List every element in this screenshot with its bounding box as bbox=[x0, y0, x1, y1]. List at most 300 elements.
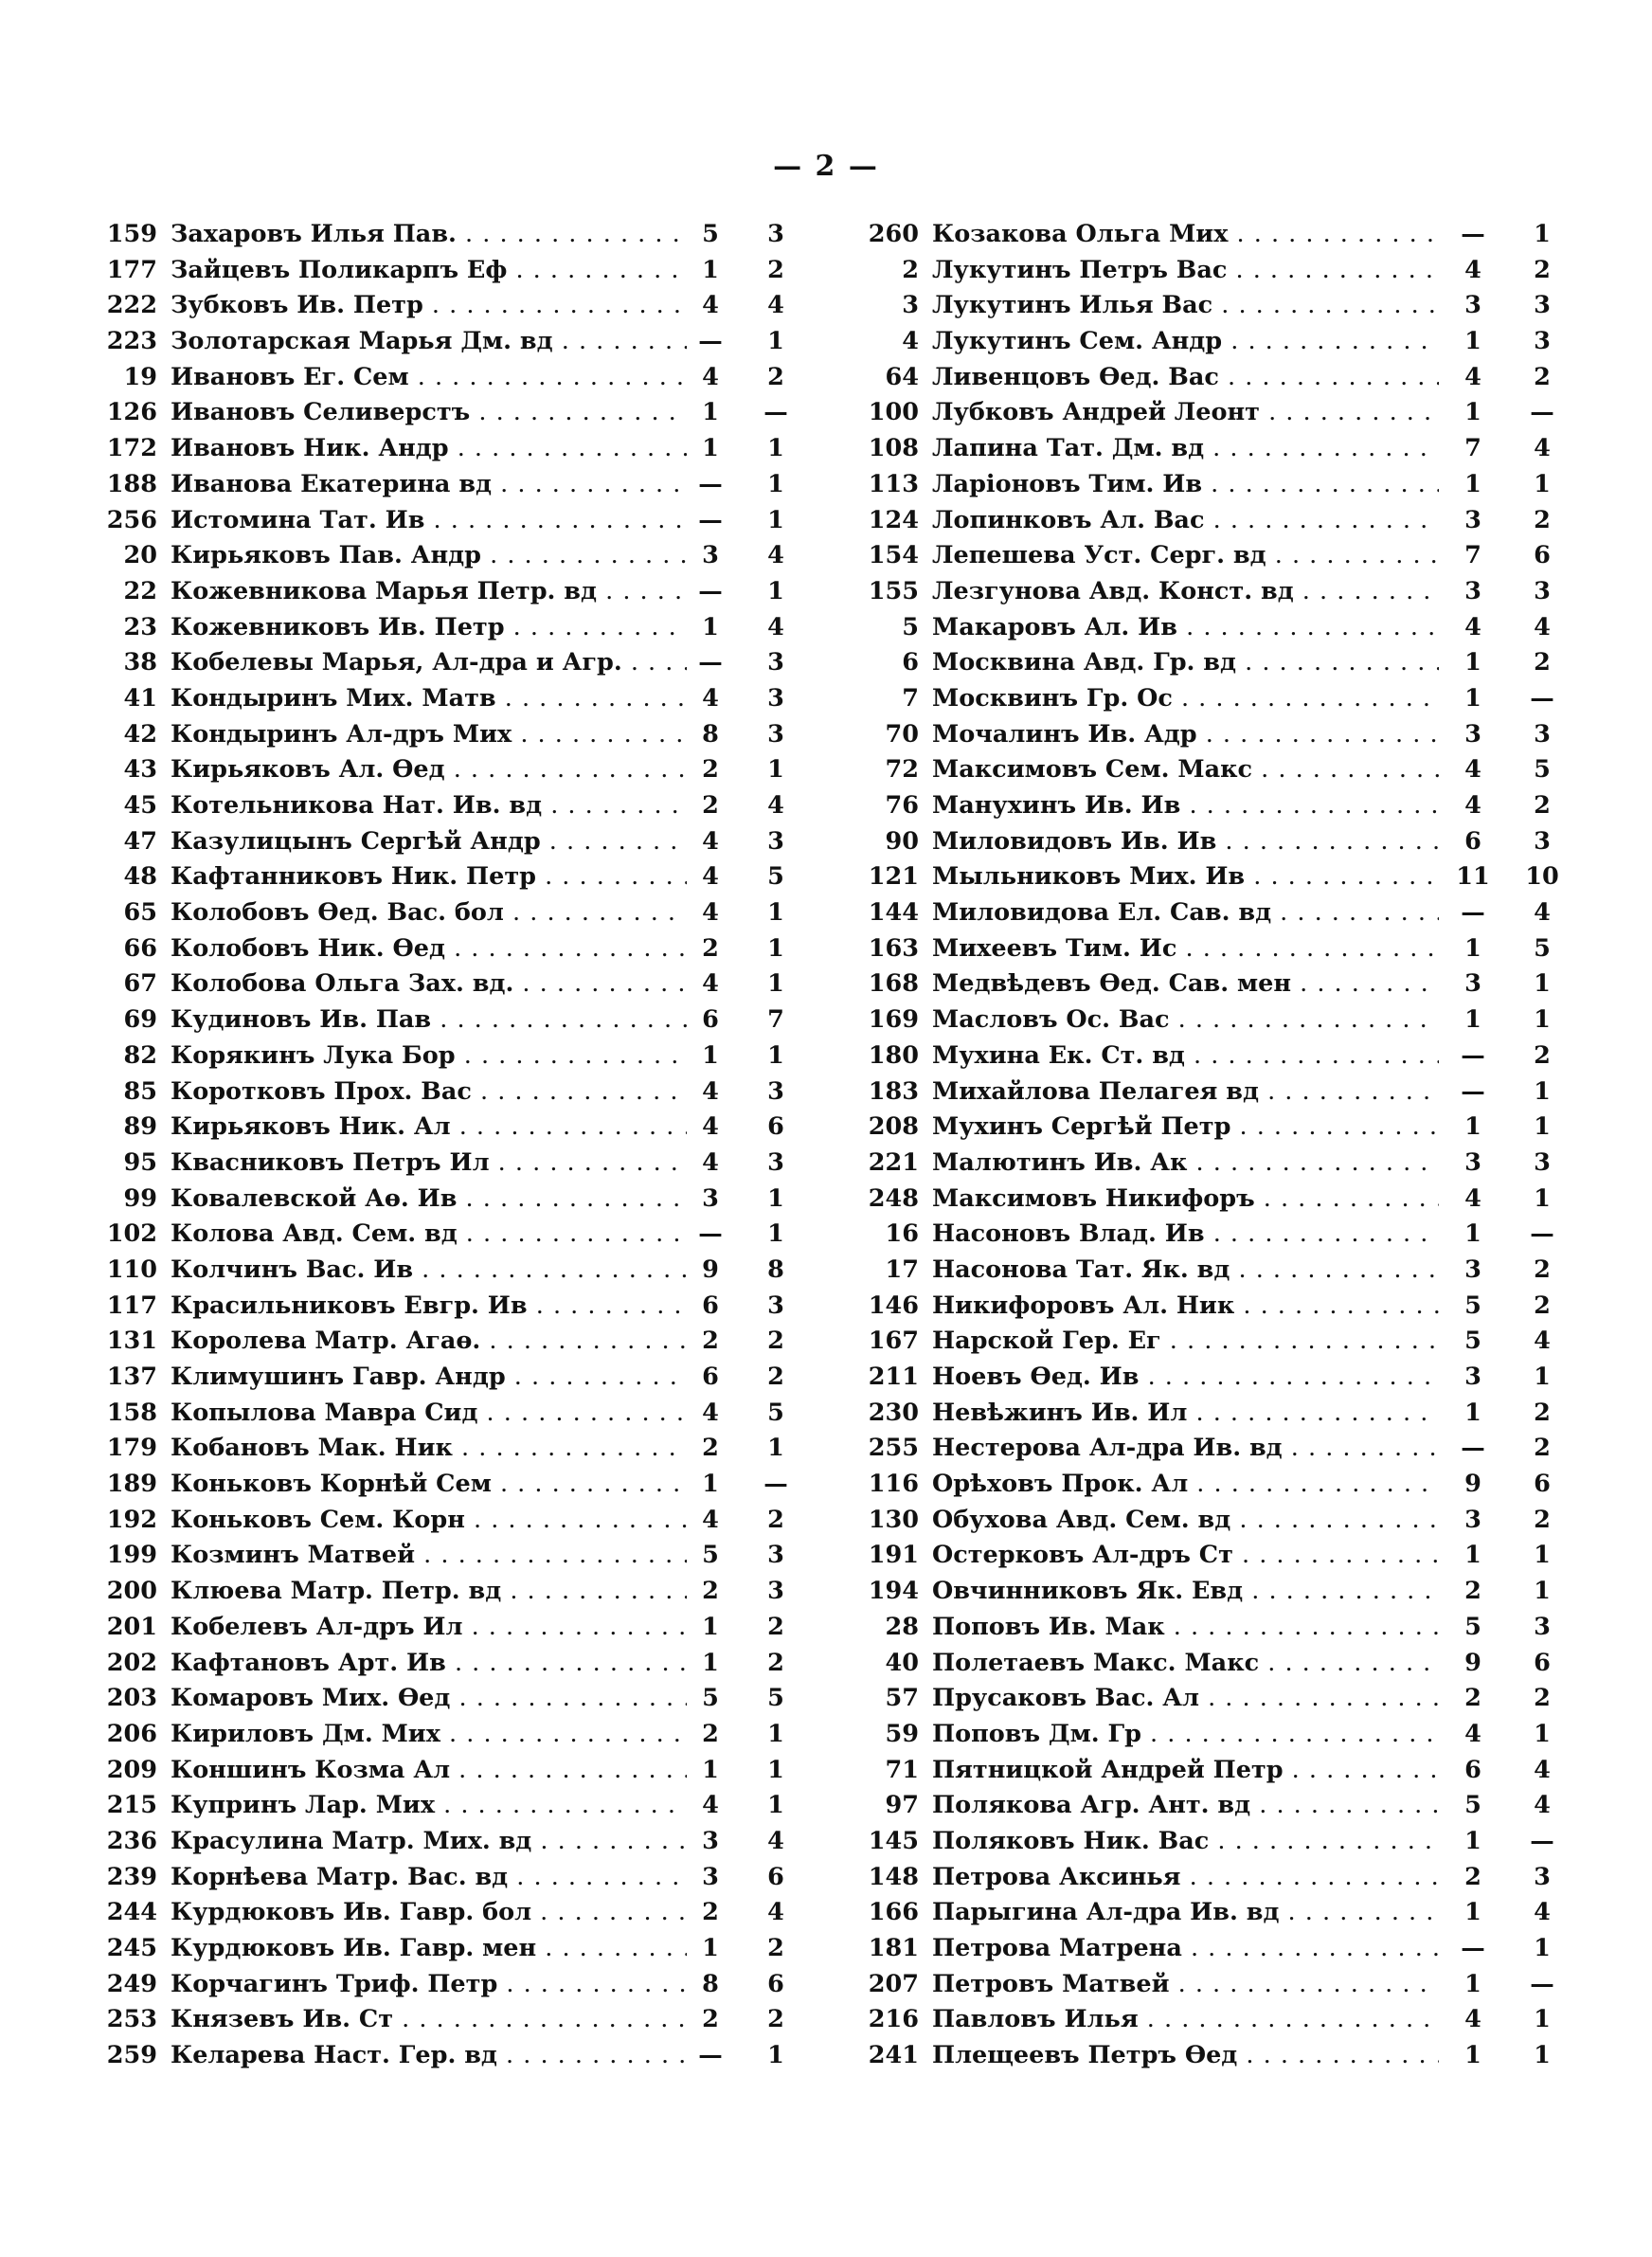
entry-name: Мочалинъ Ив. Адр . . . bbox=[932, 720, 1439, 749]
entry-value-1: 4 bbox=[1464, 791, 1481, 820]
entry-value-1: 2 bbox=[702, 933, 719, 963]
entry-value-2: 5 bbox=[1534, 933, 1551, 963]
entry-number: 167 bbox=[868, 1327, 919, 1356]
entry-name: Колобовъ Ник. Өед . . . bbox=[171, 934, 687, 963]
entry-value-1: 1 bbox=[1464, 1112, 1481, 1142]
entry-number: 48 bbox=[123, 862, 157, 892]
entry-value-2: 4 bbox=[1534, 612, 1551, 641]
list-row bbox=[83, 1970, 832, 2006]
entry-value-2: 2 bbox=[767, 2005, 784, 2034]
entry-number: 191 bbox=[868, 1541, 919, 1570]
list-row bbox=[83, 1219, 832, 1255]
entry-name: Корнѣева Матр. Вас. вд . . . bbox=[171, 1863, 687, 1891]
entry-name: Кудиновъ Ив. Пав . . . bbox=[171, 1005, 687, 1034]
entry-value-1: 4 bbox=[1464, 755, 1481, 785]
entry-name: Максимовъ Сем. Макс . . . bbox=[932, 755, 1439, 784]
entry-value-2: 3 bbox=[1534, 1612, 1551, 1641]
list-row bbox=[845, 1470, 1574, 1506]
entry-value-2: 2 bbox=[767, 255, 784, 284]
entry-value-2: 1 bbox=[767, 327, 784, 356]
entry-value-1: 3 bbox=[702, 1862, 719, 1891]
list-row bbox=[845, 1148, 1574, 1184]
list-row bbox=[845, 1577, 1574, 1613]
list-row bbox=[83, 1684, 832, 1720]
list-row bbox=[83, 398, 832, 434]
entry-value-2: 1 bbox=[1534, 469, 1551, 498]
entry-value-2: 2 bbox=[1534, 1291, 1551, 1320]
list-row bbox=[845, 1649, 1574, 1685]
entry-value-2: 1 bbox=[767, 576, 784, 605]
entry-name: Купринъ Лар. Мих . . . bbox=[171, 1791, 687, 1819]
entry-name: Лукутинъ Сем. Андр . . . bbox=[932, 327, 1439, 355]
entry-number: 144 bbox=[868, 898, 919, 928]
entry-number: 5 bbox=[902, 612, 919, 641]
entry-value-2: 3 bbox=[1534, 291, 1551, 320]
entry-name: Миловидова Ел. Сав. вд . . . bbox=[932, 898, 1439, 927]
entry-value-2: 1 bbox=[1534, 969, 1551, 999]
entry-number: 130 bbox=[868, 1505, 919, 1534]
entry-value-2: 5 bbox=[1534, 755, 1551, 785]
entry-value-2: 2 bbox=[767, 1363, 784, 1391]
entry-number: 100 bbox=[868, 398, 919, 427]
entry-name: Михайлова Пелагея вд . . . bbox=[932, 1077, 1439, 1106]
list-row bbox=[83, 1541, 832, 1577]
list-row bbox=[83, 1827, 832, 1863]
entry-name: Орѣховъ Прок. Ал . . . bbox=[932, 1470, 1439, 1498]
entry-value-2: 1 bbox=[767, 1791, 784, 1820]
entry-number: 180 bbox=[868, 1040, 919, 1070]
entry-name: Коротковъ Прох. Вас . . . bbox=[171, 1077, 687, 1106]
entry-value-2: 2 bbox=[767, 362, 784, 391]
entry-value-2: 5 bbox=[767, 1684, 784, 1713]
entry-value-2: 5 bbox=[767, 1398, 784, 1427]
entry-value-2: 4 bbox=[767, 1898, 784, 1927]
entry-name: Малютинъ Ив. Ак . . . bbox=[932, 1148, 1439, 1177]
entry-number: 255 bbox=[868, 1434, 919, 1463]
entry-number: 168 bbox=[868, 969, 919, 999]
list-row bbox=[83, 1112, 832, 1148]
entry-value-2: 4 bbox=[767, 612, 784, 641]
entry-number: 248 bbox=[868, 1183, 919, 1213]
entry-number: 172 bbox=[106, 434, 157, 463]
list-row bbox=[845, 969, 1574, 1005]
entry-value-1: — bbox=[698, 2041, 723, 2070]
entry-value-1: 3 bbox=[1464, 1147, 1481, 1177]
entry-number: 7 bbox=[902, 683, 919, 713]
entry-value-2: 1 bbox=[1534, 1934, 1551, 1962]
entry-name: Истомина Тат. Ив . . . bbox=[171, 506, 687, 534]
list-row bbox=[83, 1863, 832, 1899]
list-row bbox=[83, 1184, 832, 1220]
list-row bbox=[845, 434, 1574, 470]
entry-value-1: 6 bbox=[1464, 1755, 1481, 1784]
entry-value-1: 3 bbox=[1464, 291, 1481, 320]
entry-value-2: 2 bbox=[1534, 1505, 1551, 1534]
entry-name: Парыгина Ал-дра Ив. вд . . . bbox=[932, 1898, 1439, 1926]
entry-name: Ларіоновъ Тим. Ив . . . bbox=[932, 470, 1439, 498]
entry-value-1: 2 bbox=[702, 1434, 719, 1463]
entry-name: Поляковъ Ник. Вас . . . bbox=[932, 1827, 1439, 1855]
page-number: — 2 — bbox=[773, 150, 879, 183]
entry-number: 28 bbox=[885, 1612, 919, 1641]
list-row bbox=[83, 1327, 832, 1363]
list-row bbox=[83, 684, 832, 720]
entry-value-2: 4 bbox=[1534, 1327, 1551, 1356]
entry-value-1: — bbox=[698, 576, 723, 605]
entry-value-2: 2 bbox=[1534, 505, 1551, 534]
entry-number: 207 bbox=[868, 1969, 919, 1998]
entry-value-1: 1 bbox=[1464, 469, 1481, 498]
entry-value-1: 4 bbox=[702, 1147, 719, 1177]
list-row bbox=[83, 2041, 832, 2077]
entry-value-2: 1 bbox=[1534, 1541, 1551, 1570]
list-row bbox=[83, 1649, 832, 1685]
entry-name: Насоновъ Влад. Ив . . . bbox=[932, 1219, 1439, 1248]
entry-value-2: 4 bbox=[1534, 898, 1551, 928]
list-row bbox=[83, 256, 832, 292]
list-row bbox=[83, 827, 832, 863]
entry-number: 183 bbox=[868, 1076, 919, 1106]
entry-value-1: 11 bbox=[1456, 862, 1490, 892]
entry-value-2: 2 bbox=[767, 1648, 784, 1677]
entry-number: 71 bbox=[885, 1755, 919, 1784]
list-row bbox=[845, 2005, 1574, 2041]
entry-value-2: 4 bbox=[1534, 1898, 1551, 1927]
entry-value-1: 4 bbox=[702, 683, 719, 713]
entry-name: Климушинъ Гавр. Андр . . . bbox=[171, 1363, 687, 1391]
list-row bbox=[83, 1148, 832, 1184]
entry-number: 90 bbox=[885, 826, 919, 856]
entry-name: Князевъ Ив. Ст . . . bbox=[171, 2005, 687, 2033]
entry-value-2: 1 bbox=[1534, 2041, 1551, 2070]
entry-value-2: 1 bbox=[767, 469, 784, 498]
list-row bbox=[83, 1898, 832, 1934]
entry-name: Кафтанниковъ Ник. Петр . . . bbox=[171, 862, 687, 891]
entry-name: Келарева Наст. Гер. вд . . . bbox=[171, 2041, 687, 2069]
entry-value-2: 3 bbox=[767, 683, 784, 713]
entry-number: 256 bbox=[106, 505, 157, 534]
entry-value-1: 5 bbox=[1464, 1791, 1481, 1820]
entry-name: Лезгунова Авд. Конст. вд . . . bbox=[932, 577, 1439, 605]
entry-name: Полякова Агр. Ант. вд . . . bbox=[932, 1791, 1439, 1819]
entry-number: 23 bbox=[123, 612, 157, 641]
entry-value-1: — bbox=[1461, 1434, 1485, 1463]
entry-number: 209 bbox=[106, 1755, 157, 1784]
entry-value-1: 1 bbox=[702, 1040, 719, 1070]
entry-number: 163 bbox=[868, 933, 919, 963]
entry-value-1: 3 bbox=[1464, 1505, 1481, 1534]
entry-number: 126 bbox=[106, 398, 157, 427]
entry-value-1: 2 bbox=[702, 1327, 719, 1356]
entry-name: Колчинъ Вас. Ив . . . bbox=[171, 1255, 687, 1284]
entry-name: Плещеевъ Петръ Өед . . . bbox=[932, 2041, 1439, 2069]
entry-value-1: 4 bbox=[1464, 1719, 1481, 1748]
entry-value-2: 1 bbox=[1534, 1363, 1551, 1391]
list-row bbox=[83, 470, 832, 506]
entry-value-1: 2 bbox=[1464, 1577, 1481, 1606]
entry-value-2: 4 bbox=[1534, 1791, 1551, 1820]
entry-number: 222 bbox=[106, 291, 157, 320]
entry-value-1: 6 bbox=[702, 1005, 719, 1035]
entry-number: 108 bbox=[868, 434, 919, 463]
entry-number: 47 bbox=[123, 826, 157, 856]
list-row bbox=[845, 1506, 1574, 1542]
entry-name: Мухина Ек. Ст. вд . . . bbox=[932, 1041, 1439, 1070]
list-row bbox=[845, 1541, 1574, 1577]
list-row bbox=[845, 2041, 1574, 2077]
entry-name: Овчинниковъ Як. Евд . . . bbox=[932, 1577, 1439, 1605]
list-row bbox=[845, 720, 1574, 756]
list-row bbox=[845, 398, 1574, 434]
entry-value-1: 1 bbox=[702, 1648, 719, 1677]
list-row bbox=[83, 327, 832, 363]
list-row bbox=[83, 2005, 832, 2041]
list-row bbox=[83, 898, 832, 934]
entry-name: Копылова Мавра Сид . . . bbox=[171, 1399, 687, 1427]
entry-value-2: 1 bbox=[1534, 220, 1551, 248]
entry-number: 67 bbox=[123, 969, 157, 999]
list-row bbox=[845, 1898, 1574, 1934]
entry-number: 241 bbox=[868, 2041, 919, 2070]
entry-number: 64 bbox=[885, 362, 919, 391]
entry-name: Ковалевской Аө. Ив . . . bbox=[171, 1184, 687, 1213]
entry-number: 6 bbox=[902, 648, 919, 677]
entry-name: Лопинковъ Ал. Вас . . . bbox=[932, 506, 1439, 534]
entry-name: Кондыринъ Мих. Матв . . . bbox=[171, 684, 687, 713]
entry-number: 181 bbox=[868, 1934, 919, 1962]
entry-number: 89 bbox=[123, 1112, 157, 1142]
entry-value-2: 1 bbox=[767, 1040, 784, 1070]
list-row bbox=[83, 755, 832, 791]
entry-name: Королева Матр. Агаө. . . . bbox=[171, 1327, 687, 1355]
list-row bbox=[83, 648, 832, 684]
entry-name: Курдюковъ Ив. Гавр. мен . . . bbox=[171, 1934, 687, 1962]
list-row bbox=[845, 862, 1574, 898]
entry-value-2: 4 bbox=[767, 1826, 784, 1855]
entry-name: Максимовъ Никифоръ . . . bbox=[932, 1184, 1439, 1213]
entry-value-1: 1 bbox=[1464, 398, 1481, 427]
entry-value-1: 4 bbox=[1464, 255, 1481, 284]
entry-value-1: 1 bbox=[702, 1755, 719, 1784]
list-row bbox=[83, 1399, 832, 1435]
entry-value-1: — bbox=[1461, 898, 1485, 928]
entry-value-1: 2 bbox=[702, 755, 719, 785]
entry-value-1: — bbox=[1461, 220, 1485, 248]
entry-number: 131 bbox=[106, 1327, 157, 1356]
entry-number: 202 bbox=[106, 1648, 157, 1677]
entry-value-1: 3 bbox=[1464, 1255, 1481, 1284]
entry-number: 253 bbox=[106, 2005, 157, 2034]
entry-value-2: 2 bbox=[1534, 1255, 1551, 1284]
list-row bbox=[83, 720, 832, 756]
entry-value-1: 4 bbox=[702, 969, 719, 999]
entry-name: Петрова Матрена . . . bbox=[932, 1934, 1439, 1962]
entry-value-2: 3 bbox=[1534, 576, 1551, 605]
list-row bbox=[845, 220, 1574, 256]
entry-number: 3 bbox=[902, 291, 919, 320]
list-row bbox=[83, 363, 832, 399]
entry-value-2: 1 bbox=[1534, 1005, 1551, 1035]
list-row bbox=[83, 1756, 832, 1792]
entry-value-2: 4 bbox=[767, 291, 784, 320]
entry-number: 159 bbox=[106, 220, 157, 248]
entry-number: 19 bbox=[123, 362, 157, 391]
entry-number: 85 bbox=[123, 1076, 157, 1106]
list-row bbox=[83, 1005, 832, 1041]
list-row bbox=[845, 1934, 1574, 1970]
entry-name: Кобелевы Марья, Ал-дра и Агр. . . . bbox=[171, 648, 687, 677]
entry-name: Ивановъ Ник. Андр . . . bbox=[171, 434, 687, 462]
entry-name: Козминъ Матвей . . . bbox=[171, 1541, 687, 1569]
entry-number: 201 bbox=[106, 1612, 157, 1641]
entry-value-2: 2 bbox=[1534, 1684, 1551, 1713]
entry-name: Лубковъ Андрей Леонт . . . bbox=[932, 398, 1439, 426]
list-row bbox=[845, 1327, 1574, 1363]
list-row bbox=[845, 613, 1574, 649]
entry-number: 102 bbox=[106, 1219, 157, 1249]
entry-value-2: — bbox=[1530, 1826, 1554, 1855]
entry-number: 194 bbox=[868, 1577, 919, 1606]
entry-name: Невѣжинъ Ив. Ил . . . bbox=[932, 1399, 1439, 1427]
entry-value-2: 2 bbox=[1534, 362, 1551, 391]
entry-value-2: 1 bbox=[767, 1755, 784, 1784]
entry-value-2: 3 bbox=[1534, 1147, 1551, 1177]
entry-value-1: 2 bbox=[702, 1898, 719, 1927]
entry-number: 124 bbox=[868, 505, 919, 534]
entry-name: Казулицынъ Сергѣй Андр . . . bbox=[171, 827, 687, 856]
entry-value-2: — bbox=[1530, 398, 1554, 427]
entry-name: Кондыринъ Ал-дръ Мих . . . bbox=[171, 720, 687, 749]
entry-name: Захаровъ Илья Пав. . . . bbox=[171, 220, 687, 248]
entry-value-1: 6 bbox=[702, 1363, 719, 1391]
list-row bbox=[845, 1791, 1574, 1827]
entry-name: Петрова Аксинья . . . bbox=[932, 1863, 1439, 1891]
entry-value-1: 7 bbox=[1464, 434, 1481, 463]
entry-value-1: 2 bbox=[702, 2005, 719, 2034]
entry-name: Поповъ Дм. Гр . . . bbox=[932, 1720, 1439, 1748]
left-column bbox=[83, 220, 832, 2077]
list-row bbox=[83, 1934, 832, 1970]
entry-name: Кожевникова Марья Петр. вд . . . bbox=[171, 577, 687, 605]
entry-value-2: 2 bbox=[1534, 1434, 1551, 1463]
entry-value-1: — bbox=[1461, 1076, 1485, 1106]
entry-name: Зубковъ Ив. Петр . . . bbox=[171, 291, 687, 319]
entry-value-1: 2 bbox=[702, 791, 719, 820]
entry-number: 216 bbox=[868, 2005, 919, 2034]
entry-name: Колобова Ольга Зах. вд. . . . bbox=[171, 969, 687, 998]
entry-number: 16 bbox=[885, 1219, 919, 1249]
list-row bbox=[845, 1827, 1574, 1863]
entry-value-1: — bbox=[698, 1219, 723, 1249]
entry-value-2: 2 bbox=[767, 1505, 784, 1534]
entry-value-1: 4 bbox=[702, 1505, 719, 1534]
list-row bbox=[83, 220, 832, 256]
entry-value-2: 4 bbox=[767, 541, 784, 570]
entry-value-2: 2 bbox=[767, 1327, 784, 1356]
entry-name: Кожевниковъ Ив. Петр . . . bbox=[171, 613, 687, 641]
entry-value-2: 6 bbox=[767, 1969, 784, 1998]
entry-value-2: 1 bbox=[767, 898, 784, 928]
entry-value-1: 1 bbox=[702, 1612, 719, 1641]
entry-value-1: 5 bbox=[702, 220, 719, 248]
entry-number: 200 bbox=[106, 1577, 157, 1606]
entry-name: Ливенцовъ Өед. Вас . . . bbox=[932, 363, 1439, 391]
entry-name: Зайцевъ Поликарпъ Еф . . . bbox=[171, 256, 687, 284]
entry-value-1: 2 bbox=[702, 1577, 719, 1606]
list-row bbox=[83, 291, 832, 327]
entry-value-1: 1 bbox=[1464, 683, 1481, 713]
entry-value-1: 1 bbox=[1464, 2041, 1481, 2070]
entry-value-1: 4 bbox=[1464, 2005, 1481, 2034]
entry-value-1: 1 bbox=[702, 1934, 719, 1962]
entry-value-1: 5 bbox=[702, 1684, 719, 1713]
entry-number: 41 bbox=[123, 683, 157, 713]
entry-value-1: 3 bbox=[702, 541, 719, 570]
entry-name: Колобовъ Өед. Вас. бол . . . bbox=[171, 898, 687, 927]
entry-number: 208 bbox=[868, 1112, 919, 1142]
list-row bbox=[845, 1399, 1574, 1435]
entry-number: 116 bbox=[868, 1470, 919, 1499]
entry-name: Манухинъ Ив. Ив . . . bbox=[932, 791, 1439, 820]
entry-value-2: 1 bbox=[767, 1219, 784, 1249]
entry-name: Макаровъ Ал. Ив . . . bbox=[932, 613, 1439, 641]
entry-value-2: 3 bbox=[767, 220, 784, 248]
entry-number: 69 bbox=[123, 1005, 157, 1035]
entry-value-1: 1 bbox=[702, 1470, 719, 1499]
list-row bbox=[83, 506, 832, 542]
entry-value-1: 4 bbox=[702, 362, 719, 391]
entry-value-2: 2 bbox=[1534, 648, 1551, 677]
entry-value-1: 7 bbox=[1464, 541, 1481, 570]
list-row bbox=[845, 256, 1574, 292]
entry-number: 169 bbox=[868, 1005, 919, 1035]
list-row bbox=[83, 1720, 832, 1756]
entry-value-2: 4 bbox=[1534, 434, 1551, 463]
list-row bbox=[83, 1434, 832, 1470]
entry-value-1: 3 bbox=[1464, 1363, 1481, 1391]
entry-value-1: 6 bbox=[702, 1291, 719, 1320]
entry-value-1: 9 bbox=[702, 1255, 719, 1284]
entry-value-2: 1 bbox=[1534, 1076, 1551, 1106]
entry-value-1: 5 bbox=[702, 1541, 719, 1570]
entry-name: Миловидовъ Ив. Ив . . . bbox=[932, 827, 1439, 856]
entry-value-2: 1 bbox=[1534, 1719, 1551, 1748]
entry-value-1: 3 bbox=[1464, 969, 1481, 999]
entry-value-1: 1 bbox=[702, 398, 719, 427]
entry-number: 148 bbox=[868, 1862, 919, 1891]
entry-value-2: 3 bbox=[767, 1541, 784, 1570]
entry-value-2: 6 bbox=[767, 1862, 784, 1891]
entry-number: 236 bbox=[106, 1826, 157, 1855]
entry-value-2: 1 bbox=[767, 1434, 784, 1463]
entry-number: 20 bbox=[123, 541, 157, 570]
entry-value-2: 4 bbox=[767, 791, 784, 820]
entry-name: Красулина Матр. Мих. вд . . . bbox=[171, 1827, 687, 1855]
list-row bbox=[845, 1863, 1574, 1899]
entry-value-1: 1 bbox=[1464, 1005, 1481, 1035]
list-row bbox=[845, 327, 1574, 363]
entry-value-2: — bbox=[1530, 1219, 1554, 1249]
entry-value-1: 1 bbox=[1464, 933, 1481, 963]
list-row bbox=[83, 934, 832, 970]
list-row bbox=[83, 1363, 832, 1399]
entry-name: Золотарская Марья Дм. вд . . . bbox=[171, 327, 687, 355]
entry-value-1: 1 bbox=[1464, 327, 1481, 356]
entry-name: Коньковъ Корнѣй Сем . . . bbox=[171, 1470, 687, 1498]
list-row bbox=[83, 434, 832, 470]
entry-number: 244 bbox=[106, 1898, 157, 1927]
list-row bbox=[845, 791, 1574, 827]
